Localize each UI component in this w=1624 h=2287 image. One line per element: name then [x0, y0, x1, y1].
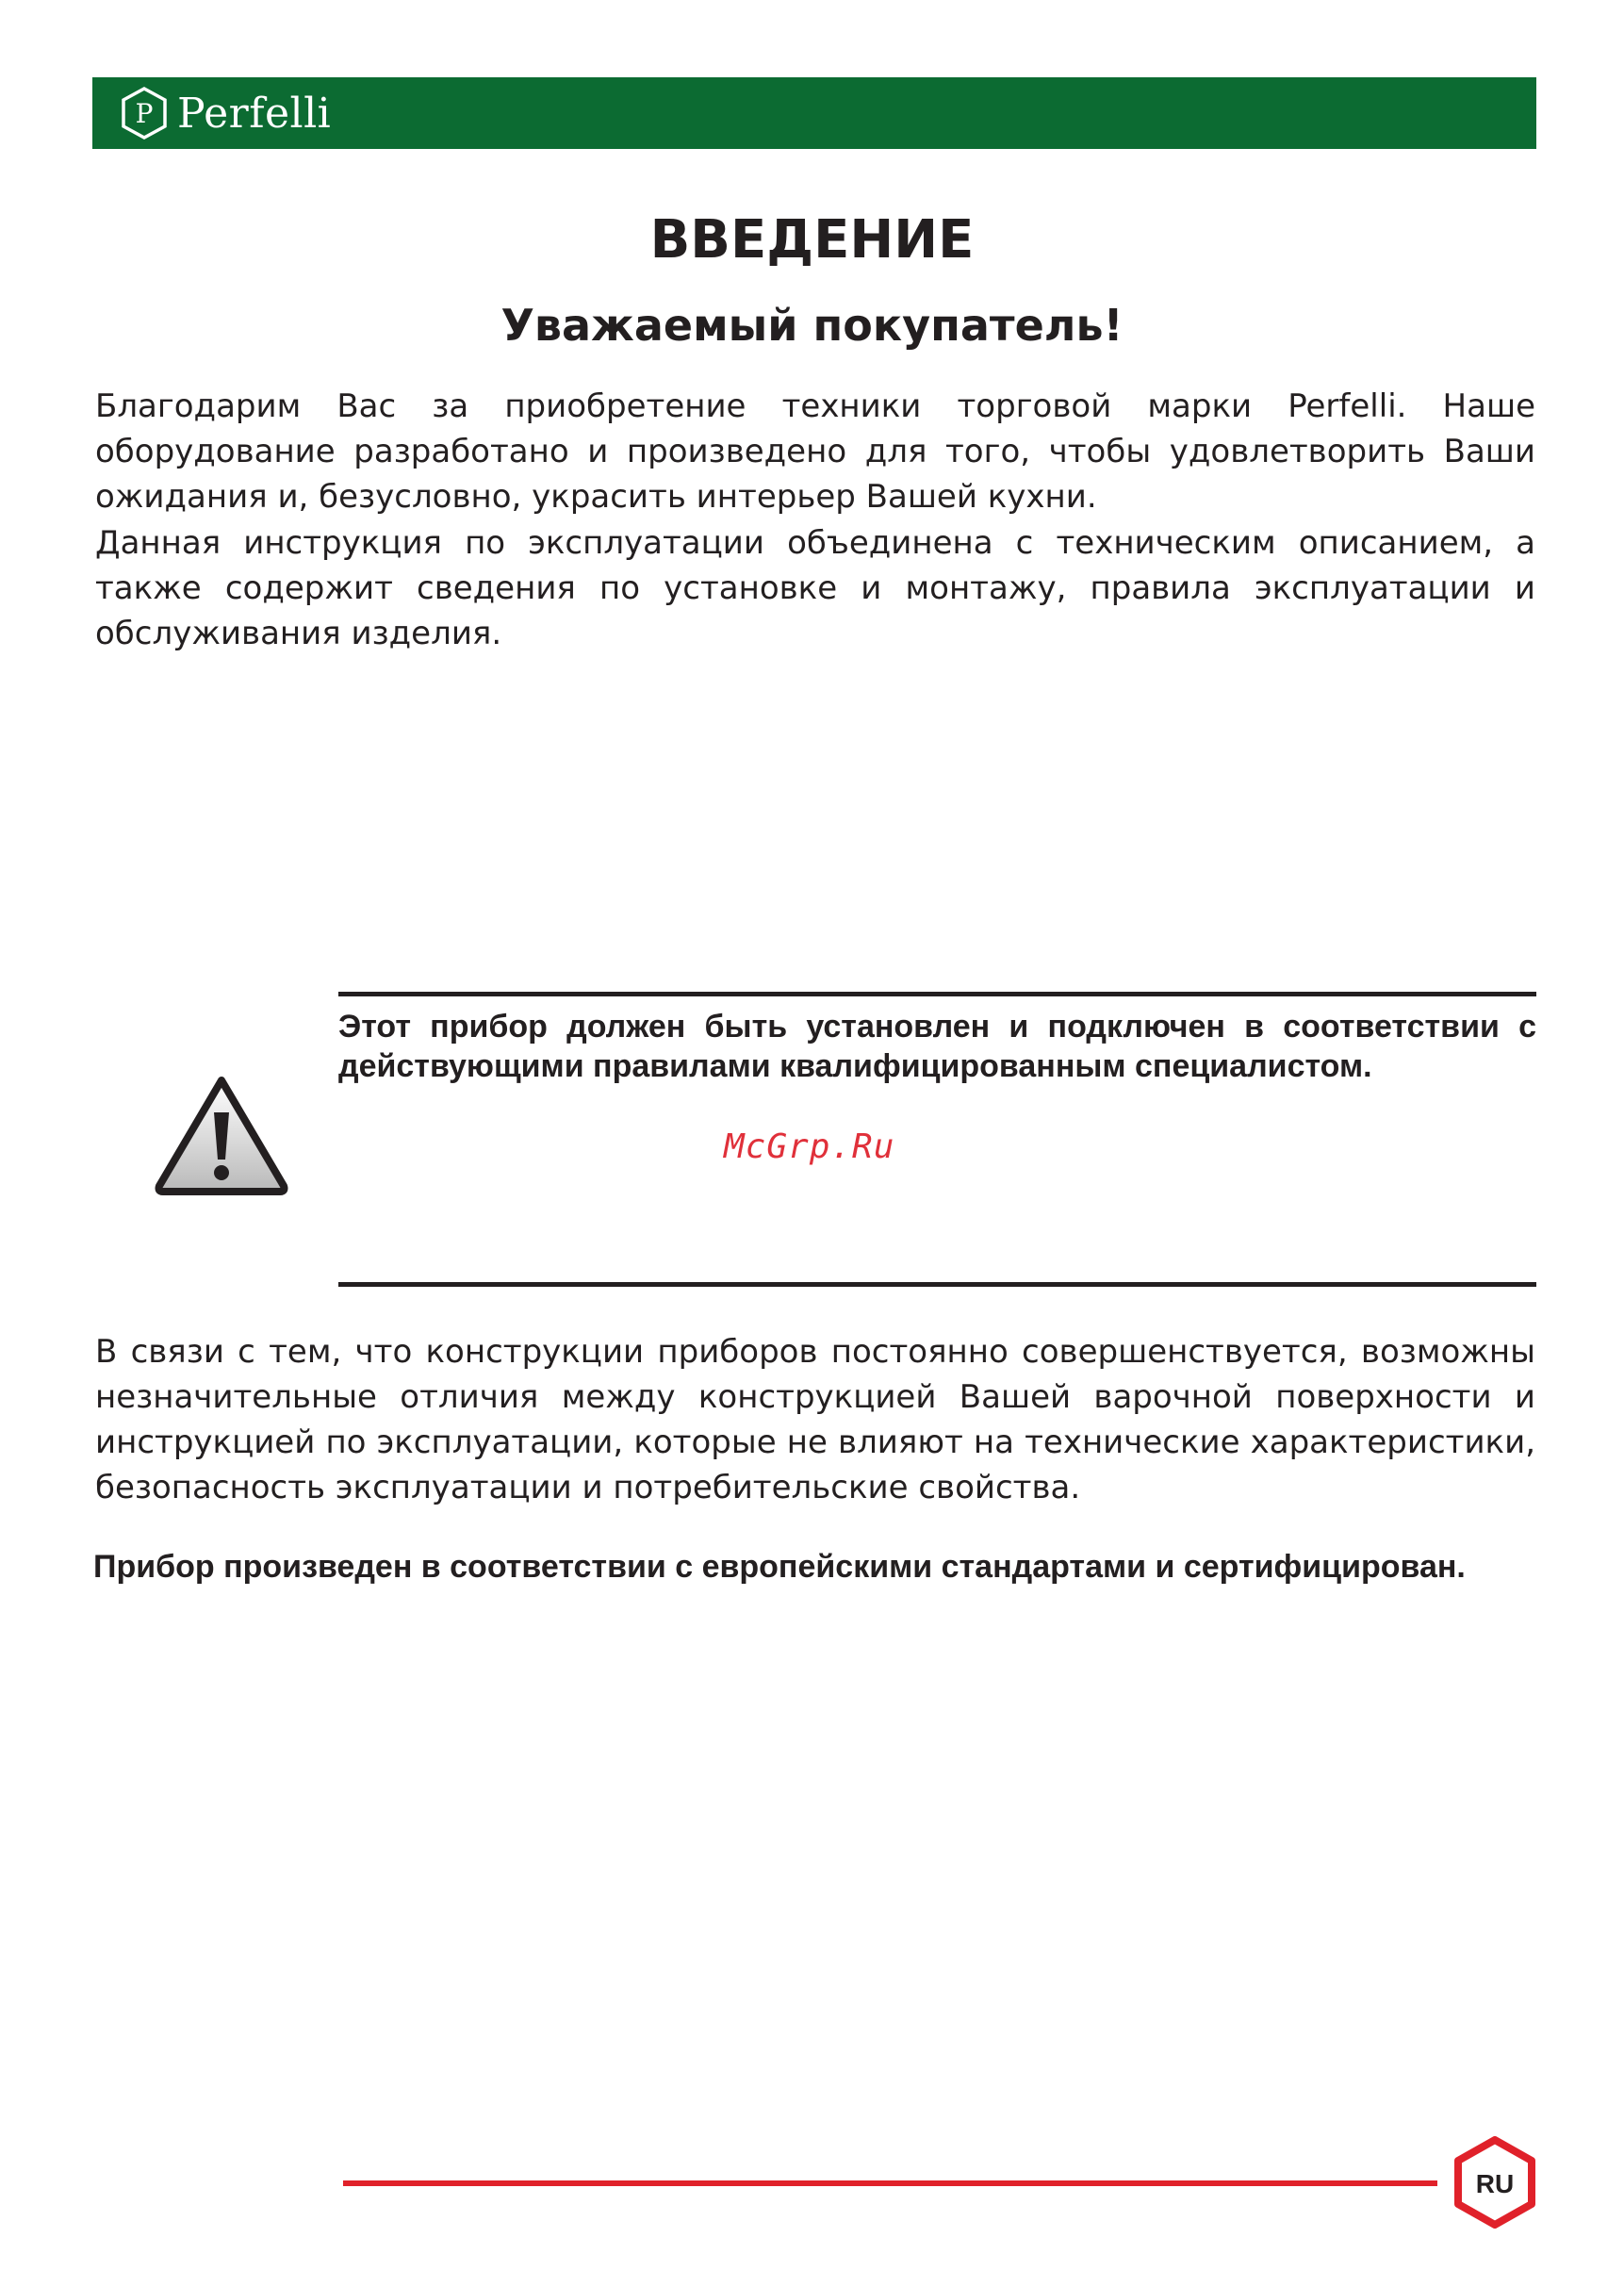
language-badge [1454, 2136, 1535, 2229]
brand-logo [121, 87, 331, 140]
brand-name: Perfelli [177, 89, 332, 138]
improvements-paragraph: В связи с тем, что конструкции приборов постоянно совершенствуется, возможны незначительные отличия между конструкцией Вашей варочной поверхности и инструкцией по эксплуатации, которые не влияют на технические характеристики, безопасность эксплуатации и потребительские свойства. [95, 1333, 1535, 1506]
warning-top-divider [338, 992, 1536, 996]
manual-paragraph: Данная инструкция по эксплуатации объединена с техническим описанием, а также содержит сведения по установке и монтажу, правила эксплуатации и обслуживания изделия. [95, 524, 1535, 652]
warning-bottom-divider [338, 1282, 1536, 1287]
logo-letter: P [135, 98, 154, 129]
certification-note: Прибор произведен в соответствии с европейскими стандартами и сертифицирован. [93, 1549, 1466, 1585]
perfelli-logo-icon [121, 87, 168, 140]
intro-paragraph: Благодарим Вас за приобретение техники торговой марки Perfelli. Наше оборудование разработано и произведено для того, чтобы удовлетворить Ваши ожидания и, безусловно, украсить интерьер Вашей кухни. [95, 387, 1535, 516]
warning-text: Этот прибор должен быть установлен и подключен в соответствии с действующими правилами квалифицированным специалистом. [338, 1009, 1536, 1084]
watermark-text: McGrp.Ru [724, 1127, 895, 1166]
header-bar [92, 77, 1536, 149]
page-title: ВВЕДЕНИЕ [649, 209, 975, 271]
footer-divider [343, 2180, 1437, 2186]
language-code: RU [1475, 2169, 1515, 2198]
greeting-subtitle: Уважаемый покупатель! [500, 300, 1124, 351]
warning-triangle-icon [154, 1075, 289, 1197]
